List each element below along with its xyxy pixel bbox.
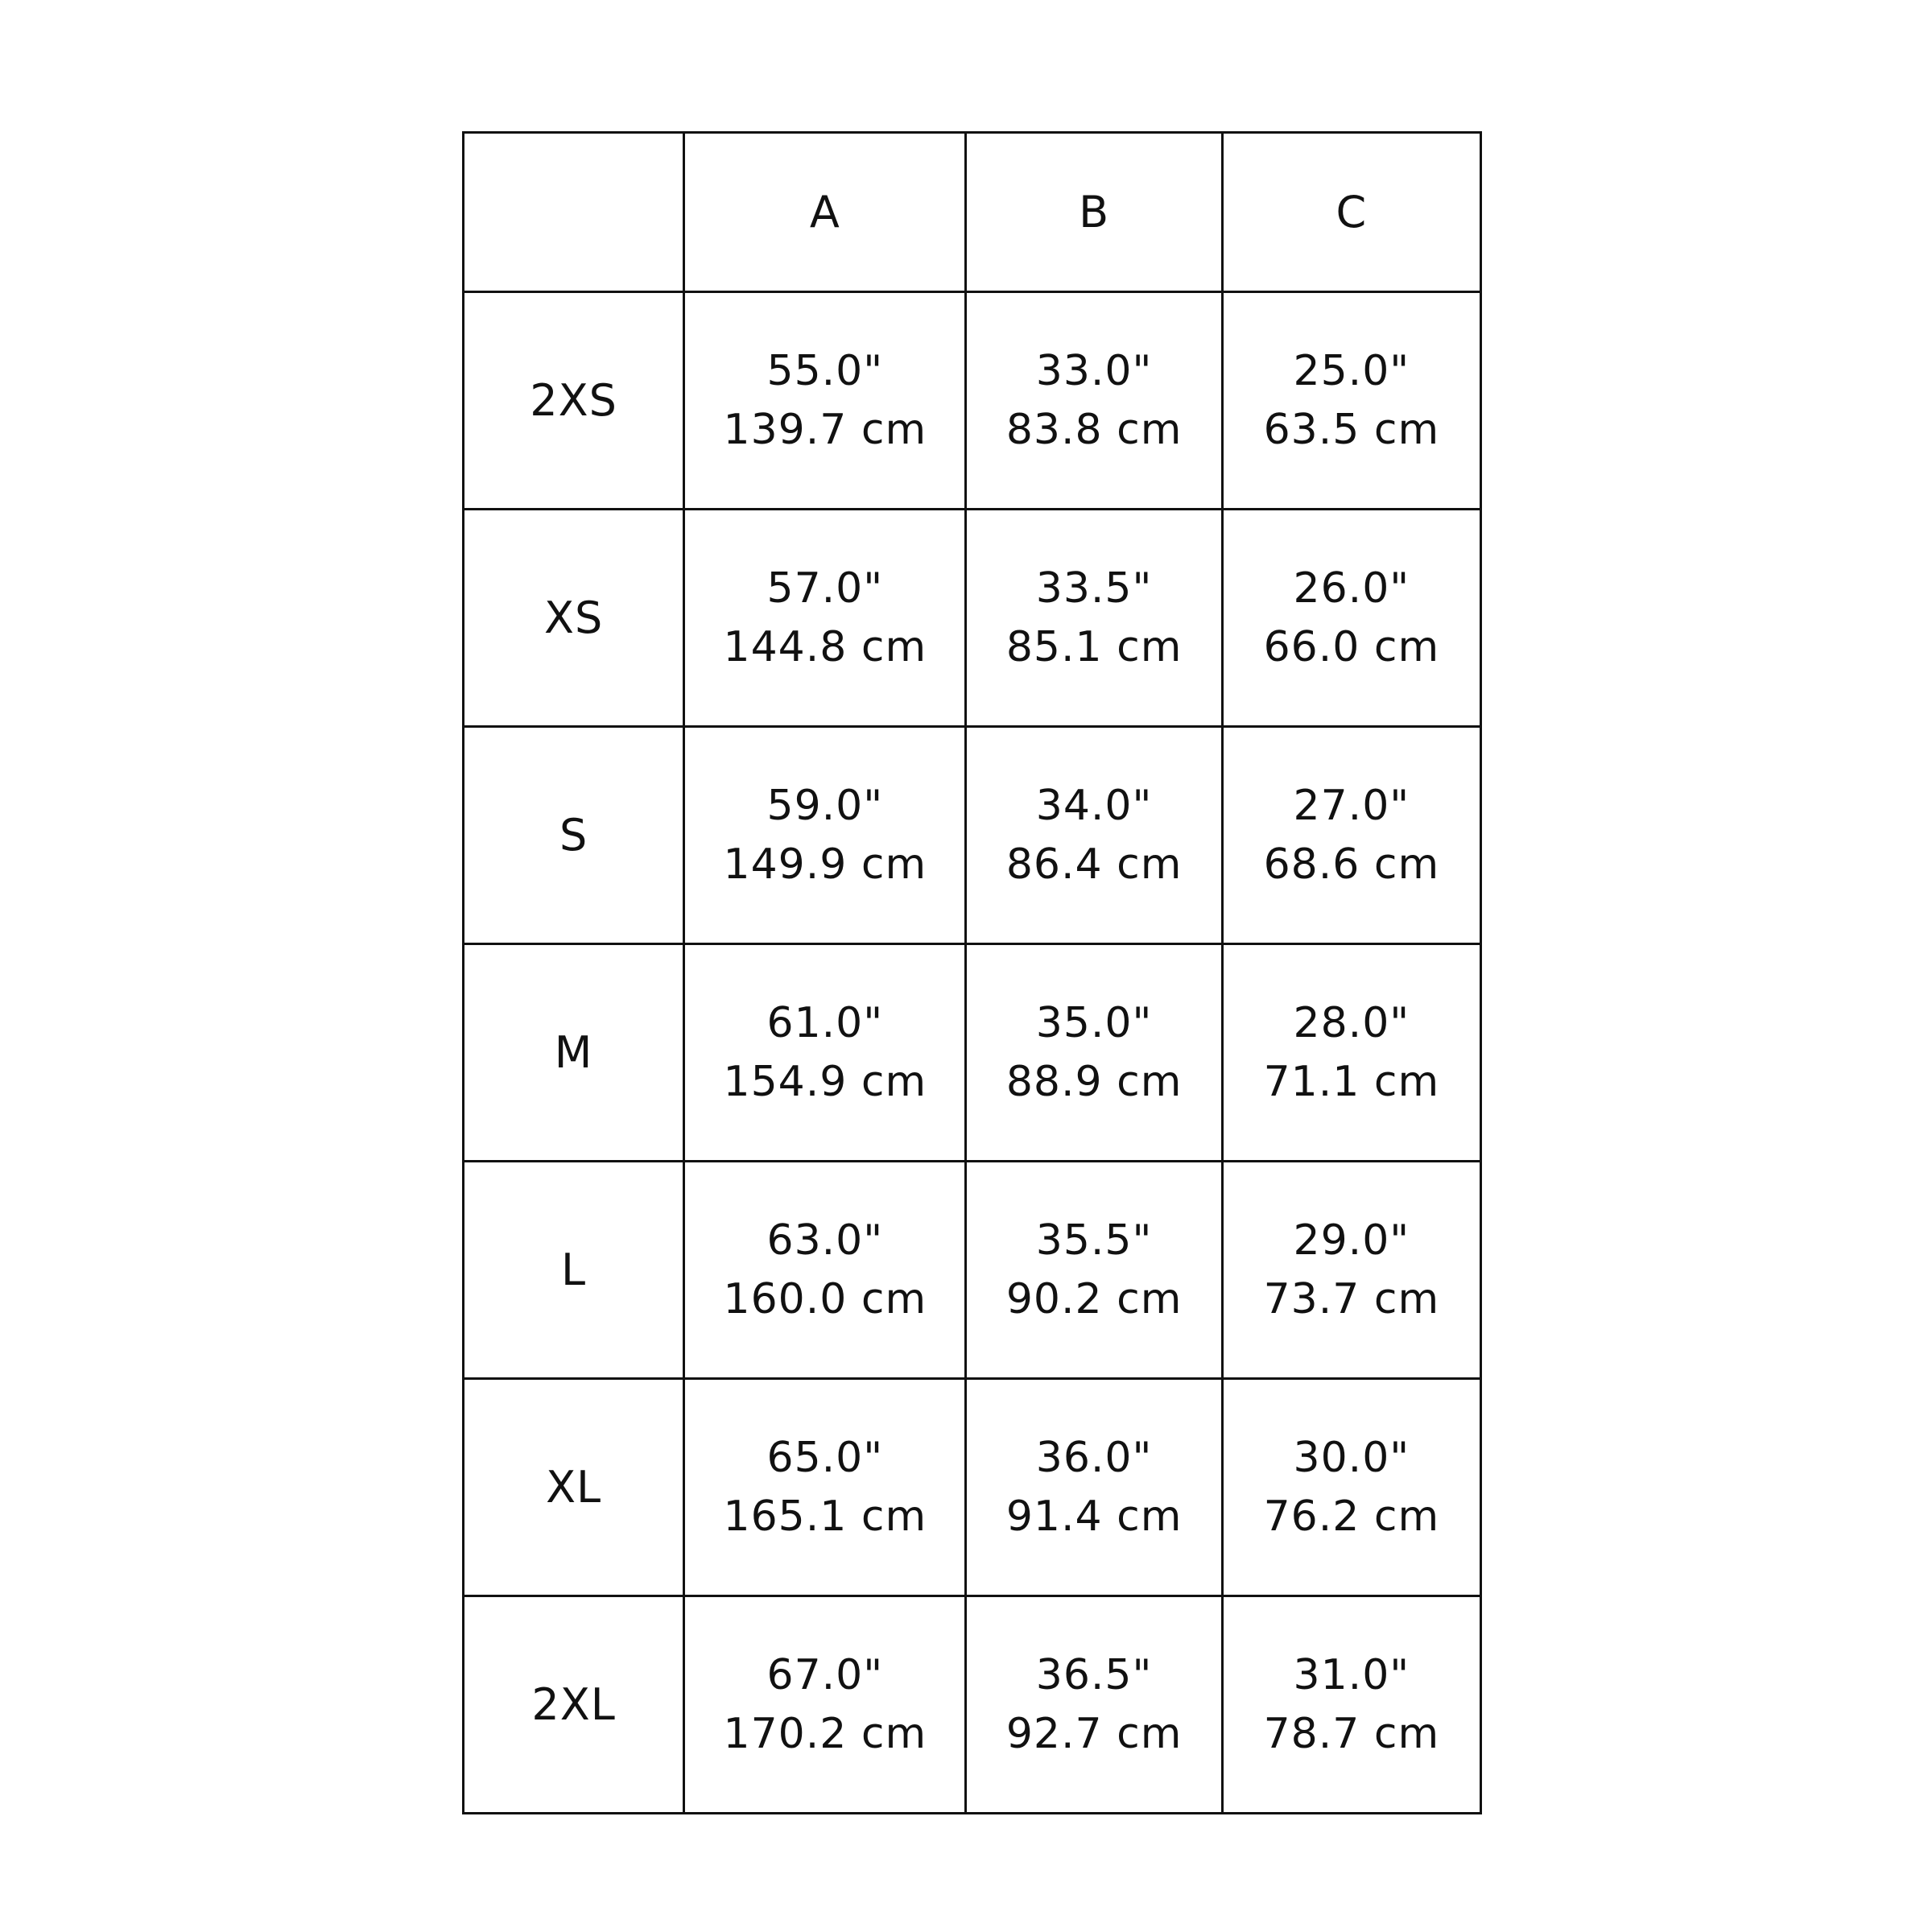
measurement-c-cell (1222, 1162, 1480, 1379)
header-cell-c (1222, 133, 1480, 292)
value-cm: 139.7 cm (723, 405, 927, 454)
size-label: XL (546, 1462, 602, 1513)
value-cm: 149.9 cm (723, 840, 927, 889)
header-corner-cell (464, 133, 684, 292)
value-cm: 86.4 cm (1005, 840, 1183, 889)
measurement-c-cell (1222, 1379, 1480, 1596)
table-row (464, 727, 1481, 944)
value-inches: 65.0" (766, 1433, 884, 1482)
measurement-c-cell (1222, 292, 1480, 510)
header-label-c: C (1335, 187, 1368, 237)
size-label: 2XL (531, 1679, 616, 1730)
value-inches: 28.0" (1293, 998, 1410, 1047)
value-cm: 85.1 cm (1005, 622, 1183, 671)
measurement-a-cell (684, 1379, 966, 1596)
size-chart-table (462, 131, 1482, 1814)
value-inches: 67.0" (766, 1650, 884, 1699)
header-cell-b (966, 133, 1222, 292)
value-inches: 35.5" (1035, 1216, 1153, 1265)
size-cell (464, 727, 684, 944)
value-cm: 90.2 cm (1005, 1274, 1183, 1323)
measurement-a-cell (684, 944, 966, 1162)
value-inches: 59.0" (766, 781, 884, 830)
size-label: M (554, 1027, 593, 1078)
size-cell (464, 292, 684, 510)
value-inches: 36.0" (1035, 1433, 1153, 1482)
value-cm: 71.1 cm (1263, 1057, 1440, 1106)
table-row (464, 510, 1481, 727)
measurement-a-cell (684, 510, 966, 727)
measurement-c-cell (1222, 1596, 1480, 1814)
measurement-b-cell (966, 1379, 1222, 1596)
value-inches: 63.0" (766, 1216, 884, 1265)
measurement-c-cell (1222, 727, 1480, 944)
size-label: XS (543, 592, 604, 643)
value-cm: 73.7 cm (1263, 1274, 1440, 1323)
header-label-a: A (809, 187, 840, 237)
value-inches: 35.0" (1035, 998, 1153, 1047)
value-inches: 34.0" (1035, 781, 1153, 830)
size-cell (464, 1596, 684, 1814)
value-inches: 26.0" (1293, 564, 1410, 613)
value-cm: 83.8 cm (1005, 405, 1183, 454)
value-cm: 68.6 cm (1263, 840, 1440, 889)
table-row (464, 944, 1481, 1162)
value-inches: 36.5" (1035, 1650, 1153, 1699)
measurement-b-cell (966, 1596, 1222, 1814)
value-inches: 33.5" (1035, 564, 1153, 613)
value-cm: 66.0 cm (1263, 622, 1440, 671)
value-inches: 55.0" (766, 346, 884, 395)
measurement-a-cell (684, 1596, 966, 1814)
size-cell (464, 1379, 684, 1596)
size-label: 2XS (530, 375, 617, 426)
value-inches: 27.0" (1293, 781, 1410, 830)
size-cell (464, 1162, 684, 1379)
measurement-b-cell (966, 1162, 1222, 1379)
value-cm: 154.9 cm (723, 1057, 927, 1106)
table-row (464, 1379, 1481, 1596)
value-inches: 29.0" (1293, 1216, 1410, 1265)
table-row (464, 1596, 1481, 1814)
value-cm: 63.5 cm (1263, 405, 1440, 454)
size-cell (464, 944, 684, 1162)
value-inches: 25.0" (1293, 346, 1410, 395)
table-row (464, 1162, 1481, 1379)
header-cell-a (684, 133, 966, 292)
value-cm: 144.8 cm (723, 622, 927, 671)
value-cm: 170.2 cm (723, 1709, 927, 1758)
value-cm: 78.7 cm (1263, 1709, 1440, 1758)
table-header-row (464, 133, 1481, 292)
value-inches: 33.0" (1035, 346, 1153, 395)
size-cell (464, 510, 684, 727)
value-cm: 165.1 cm (723, 1492, 927, 1541)
value-cm: 91.4 cm (1005, 1492, 1183, 1541)
measurement-a-cell (684, 727, 966, 944)
size-label: L (561, 1245, 587, 1295)
measurement-b-cell (966, 292, 1222, 510)
header-label-b: B (1079, 187, 1110, 237)
value-cm: 88.9 cm (1005, 1057, 1183, 1106)
measurement-b-cell (966, 727, 1222, 944)
value-inches: 30.0" (1293, 1433, 1410, 1482)
measurement-c-cell (1222, 944, 1480, 1162)
measurement-a-cell (684, 292, 966, 510)
value-inches: 31.0" (1293, 1650, 1410, 1699)
table-row (464, 292, 1481, 510)
value-cm: 92.7 cm (1005, 1709, 1183, 1758)
measurement-a-cell (684, 1162, 966, 1379)
value-cm: 160.0 cm (723, 1274, 927, 1323)
value-inches: 61.0" (766, 998, 884, 1047)
measurement-b-cell (966, 944, 1222, 1162)
measurement-c-cell (1222, 510, 1480, 727)
value-cm: 76.2 cm (1263, 1492, 1440, 1541)
measurement-b-cell (966, 510, 1222, 727)
size-label: S (559, 810, 588, 861)
value-inches: 57.0" (766, 564, 884, 613)
